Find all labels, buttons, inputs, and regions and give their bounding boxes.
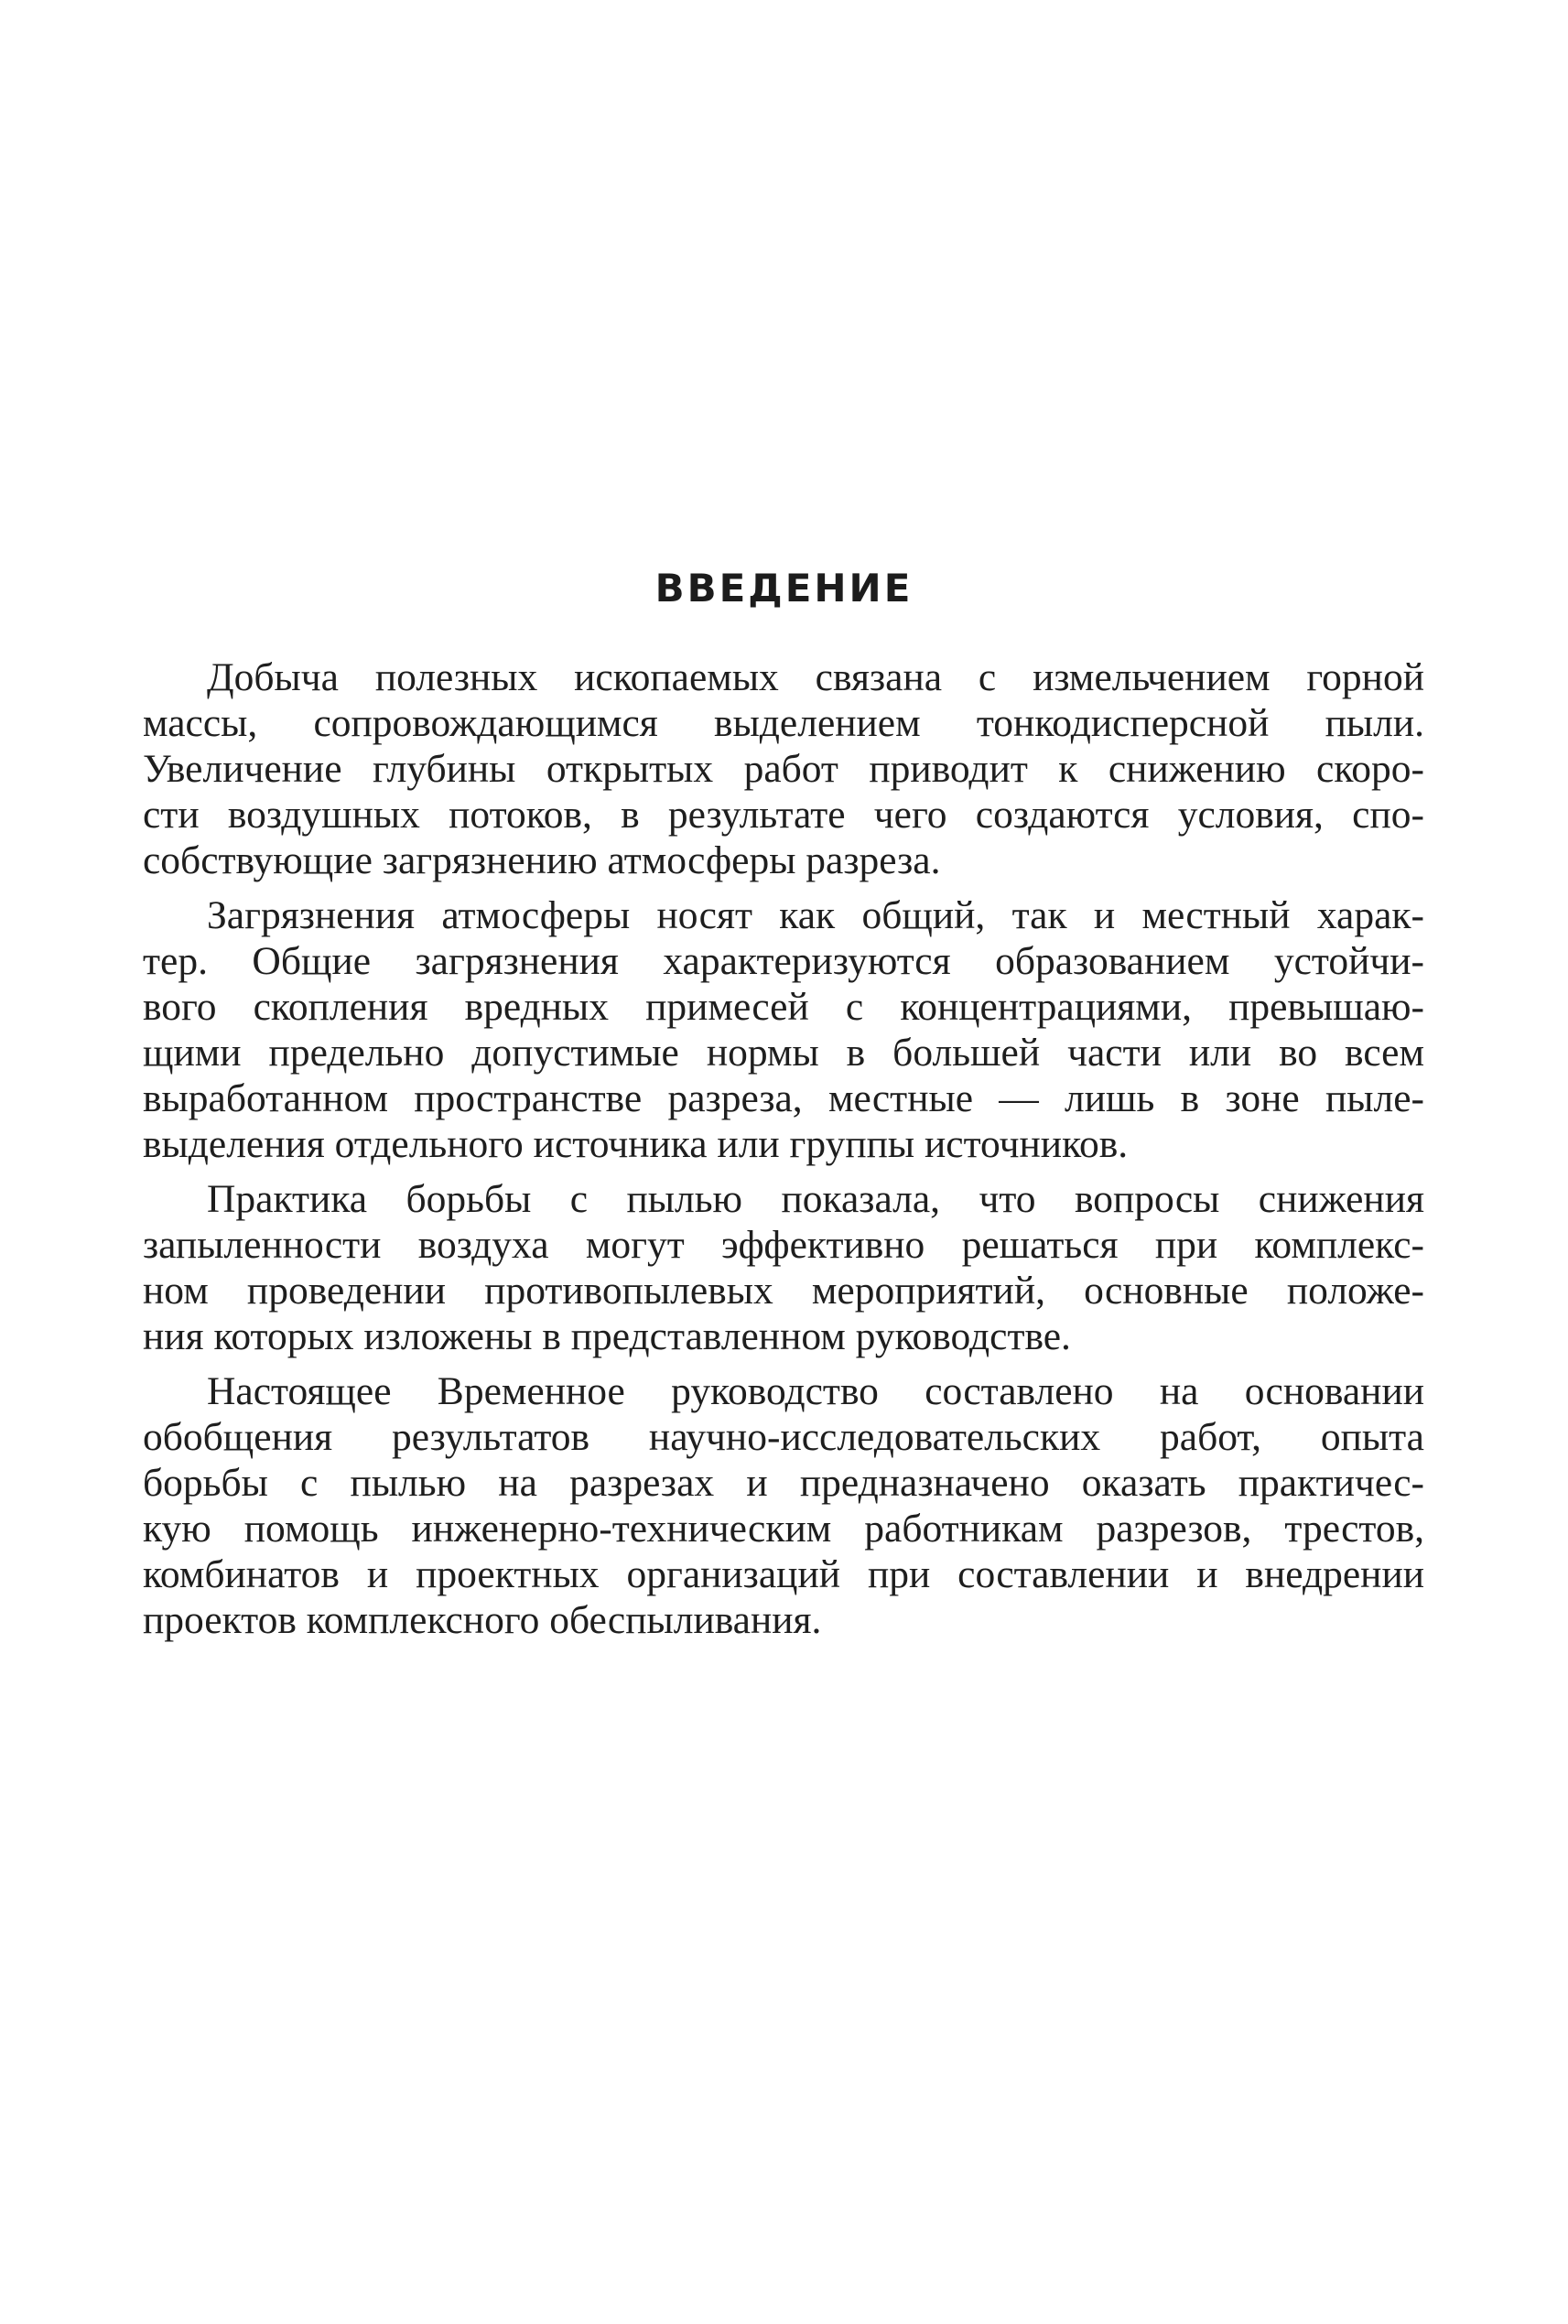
text-line: щими предельно допустимые нормы в большей части или во всем (143, 1031, 1424, 1075)
text-line: Загрязнения атмосферы носят как общий, так и местный харак- (207, 893, 1424, 937)
text-line: собствующие загрязнению атмосферы разреза. (143, 838, 941, 882)
text-line: вого скопления вредных примесей с концентрациями, превышаю- (143, 985, 1424, 1029)
text-line: запыленности воздуха могут эффективно решаться при комплекс- (143, 1223, 1424, 1267)
paragraph (143, 892, 1424, 1167)
text-line: выделения отдельного источника или группы источников. (143, 1122, 1129, 1166)
text-line: кую помощь инженерно-техническим работникам разрезов, трестов, (143, 1507, 1424, 1551)
text-line: комбинатов и проектных организаций при составлении и внедрении (143, 1552, 1424, 1596)
text-line: Настоящее Временное руководство составлено на основании (207, 1369, 1424, 1413)
paragraph (143, 654, 1424, 883)
text-line: ния которых изложены в представленном руководстве. (143, 1314, 1071, 1358)
section-heading: ВВЕДЕНИЕ (654, 566, 914, 611)
text-line: массы, сопровождающимся выделением тонкодисперсной пыли. (143, 701, 1424, 745)
paragraph (143, 1176, 1424, 1359)
text-line: борьбы с пылью на разрезах и предназначено оказать практичес- (143, 1461, 1424, 1505)
text-line: тер. Общие загрязнения характеризуются образованием устойчи- (143, 939, 1424, 983)
body-text (143, 654, 1424, 1652)
text-line: проектов комплексного обеспыливания. (143, 1598, 822, 1642)
text-line: выработанном пространстве разреза, местные — лишь в зоне пыле- (143, 1076, 1424, 1120)
text-line: Добыча полезных ископаемых связана с измельчением горной (207, 655, 1424, 699)
text-line: Практика борьбы с пылью показала, что вопросы снижения (207, 1177, 1424, 1221)
text-line: ном проведении противопылевых мероприятий, основные положе- (143, 1269, 1424, 1313)
text-line: сти воздушных потоков, в результате чего создаются условия, спо- (143, 793, 1424, 837)
text-line: обобщения результатов научно-исследовательских работ, опыта (143, 1415, 1424, 1459)
text-line: Увеличение глубины открытых работ приводит к снижению скоро- (143, 747, 1424, 791)
paragraph (143, 1368, 1424, 1643)
